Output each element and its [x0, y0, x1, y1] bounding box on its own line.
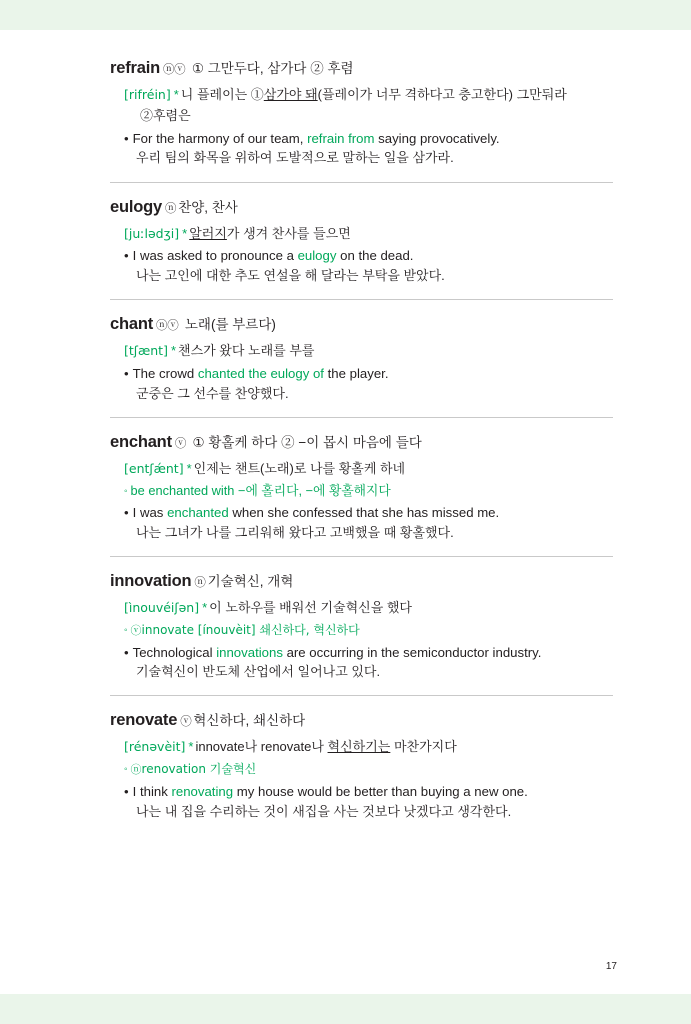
part-of-speech: ⓝ — [164, 200, 177, 215]
star-icon: * — [173, 87, 179, 102]
phonetic-line — [110, 599, 613, 618]
bullet-icon: • — [124, 644, 129, 660]
headword-meaning: 혁신하다, 쇄신하다 — [193, 713, 306, 729]
example-line — [110, 129, 613, 149]
page-band-top — [0, 0, 691, 30]
bullet-icon: • — [124, 505, 129, 521]
headword: chant — [110, 315, 154, 334]
headword: innovation — [110, 572, 192, 591]
headword-line — [110, 58, 613, 79]
mnemonic-highlight: 기술혁신 — [320, 600, 371, 616]
dictionary-entry — [110, 418, 613, 557]
circle-bullet-icon: ◦ — [124, 486, 128, 498]
derivation-text: be enchanted with −에 홀리다, −에 황홀해지다 — [130, 483, 391, 499]
example-highlight: eulogy — [297, 248, 337, 264]
example-pre: For the harmony of our team, — [132, 130, 308, 146]
example-line — [110, 782, 613, 802]
part-of-speech: ⓥ — [174, 436, 187, 451]
example-line — [110, 503, 613, 523]
headword-meaning: 노래(를 부르다) — [184, 317, 276, 333]
phonetic: [rifréin] — [124, 87, 171, 102]
headword-line — [110, 432, 613, 453]
star-icon: * — [202, 600, 208, 616]
example-translation: 나는 고인에 대한 추도 연설을 해 달라는 부탁을 받았다. — [136, 268, 445, 284]
phonetic-line — [110, 738, 613, 757]
phonetic-line — [110, 460, 613, 479]
example-highlight: chanted the eulogy of — [197, 366, 324, 382]
part-of-speech: ⓝ — [194, 575, 206, 590]
example-post: when she confessed that she has missed me. — [228, 505, 500, 521]
mnemonic-pre: innovate나 renovate나 — [195, 739, 328, 755]
phonetic-line — [110, 86, 613, 105]
example-pre: I was — [132, 505, 168, 521]
bullet-icon: • — [124, 783, 129, 799]
dictionary-entry — [110, 58, 613, 183]
headword-line — [110, 314, 613, 335]
page-band-bottom — [0, 994, 691, 1024]
example-pre: I think — [132, 783, 172, 799]
mnemonic-pre: 이 노하우를 배워선 — [209, 600, 321, 616]
circle-bullet-icon: ◦ — [124, 764, 128, 776]
headword-line — [110, 197, 613, 218]
example-pre: I was asked to pronounce a — [132, 248, 298, 264]
headword: eulogy — [110, 197, 162, 216]
example-post: saying provocatively. — [374, 130, 500, 146]
mnemonic-post: 가 생겨 찬사를 들으면 — [226, 225, 351, 241]
headword: refrain — [110, 59, 160, 77]
bullet-icon: • — [124, 130, 129, 146]
mnemonic-underlined: 혁신하기는 — [327, 739, 391, 755]
bullet-icon: • — [124, 248, 129, 264]
example-highlight: refrain from — [307, 130, 375, 146]
derivation-text: innovate [ínouvèit] 쇄신하다, 혁신하다 — [141, 623, 360, 637]
mnemonic-post: (플레이가 너무 격하다고 충고한다) 그만둬라 — [317, 87, 567, 102]
example-post: are occurring in the semiconductor industry. — [282, 644, 542, 660]
part-of-speech: ⓝⓥ — [162, 62, 186, 76]
example-translation: 군중은 그 선수를 찬양했다. — [136, 386, 289, 402]
example-translation: 나는 내 집을 수리하는 것이 새집을 사는 것보다 낫겠다고 생각한다. — [136, 803, 512, 819]
example-translation: 기술혁신이 반도체 산업에서 일어나고 있다. — [136, 664, 381, 680]
circle-bullet-icon: ◦ — [124, 625, 128, 636]
page-content — [0, 30, 691, 994]
example-line — [110, 364, 613, 384]
example-highlight: innovations — [216, 644, 283, 660]
example-post: my house would be better than buying a new one. — [233, 783, 528, 799]
example-highlight: renovating — [171, 783, 234, 799]
mnemonic-underlined: 삼가야 돼 — [263, 87, 318, 102]
mnemonic-pre: 챈스가 왔다 노래를 부를 — [178, 343, 315, 359]
phonetic-line — [110, 342, 613, 361]
example-post: on the dead. — [336, 248, 414, 264]
derivation-part-of-speech: ⓝ — [130, 763, 142, 777]
mnemonic-post: 을 했다 — [370, 600, 412, 616]
headword-meaning: 기술혁신, 개혁 — [207, 574, 294, 590]
dictionary-entry — [110, 300, 613, 418]
bullet-icon: • — [124, 366, 129, 382]
dictionary-entry — [110, 696, 613, 834]
phonetic-line — [110, 225, 613, 244]
example-pre: The crowd — [132, 366, 198, 382]
star-icon: * — [170, 343, 177, 359]
dictionary-entry — [110, 183, 613, 301]
headword-meaning: ① 그만두다, 삼가다 ② 후렴 — [191, 61, 354, 76]
headword: renovate — [110, 711, 178, 730]
part-of-speech: ⓥ — [180, 714, 192, 729]
mnemonic-post: 마찬가지다 — [390, 739, 457, 755]
dictionary-entry — [110, 557, 613, 696]
phonetic: [ìnouvéiʃən] — [124, 600, 200, 616]
phonetic: [rénəvèit] — [124, 739, 186, 755]
mnemonic-pre: 니 플레이는 ① — [180, 87, 264, 102]
example-pre: Technological — [132, 644, 217, 660]
example-post: the player. — [323, 366, 389, 382]
headword-meaning: 찬양, 찬사 — [178, 199, 238, 215]
example-highlight: enchanted — [167, 505, 229, 521]
star-icon: * — [182, 225, 188, 241]
page-number: 17 — [605, 961, 617, 972]
star-icon: * — [186, 461, 192, 477]
phonetic: [tʃænt] — [124, 343, 168, 359]
headword: enchant — [110, 433, 172, 452]
derivation-line — [110, 759, 613, 779]
mnemonic-underlined: 알러지 — [189, 225, 227, 241]
example-line — [110, 246, 613, 266]
mnemonic-pre: 인제는 챈트(노래)로 나를 황홀케 하네 — [193, 461, 406, 477]
mnemonic-continuation: ②후렴은 — [140, 107, 191, 123]
phonetic: [juːlədʒi] — [124, 225, 180, 241]
derivation-part-of-speech: ⓥ — [130, 624, 142, 637]
example-translation: 우리 팀의 화목을 위하여 도발적으로 말하는 일을 삼가라. — [136, 150, 454, 166]
derivation-line — [110, 620, 613, 640]
part-of-speech: ⓝⓥ — [156, 318, 179, 333]
derivation-text: renovation 기술혁신 — [141, 762, 257, 777]
headword-meaning: ① 황홀케 하다 ② −이 몹시 마음에 들다 — [192, 435, 422, 451]
example-translation: 나는 그녀가 나를 그리워해 왔다고 고백했을 때 황홀했다. — [136, 525, 454, 541]
star-icon: * — [188, 739, 194, 755]
headword-line — [110, 710, 613, 731]
headword-line — [110, 571, 613, 592]
example-line — [110, 643, 613, 663]
phonetic: [entʃǽnt] — [124, 461, 184, 477]
derivation-line — [110, 481, 613, 500]
